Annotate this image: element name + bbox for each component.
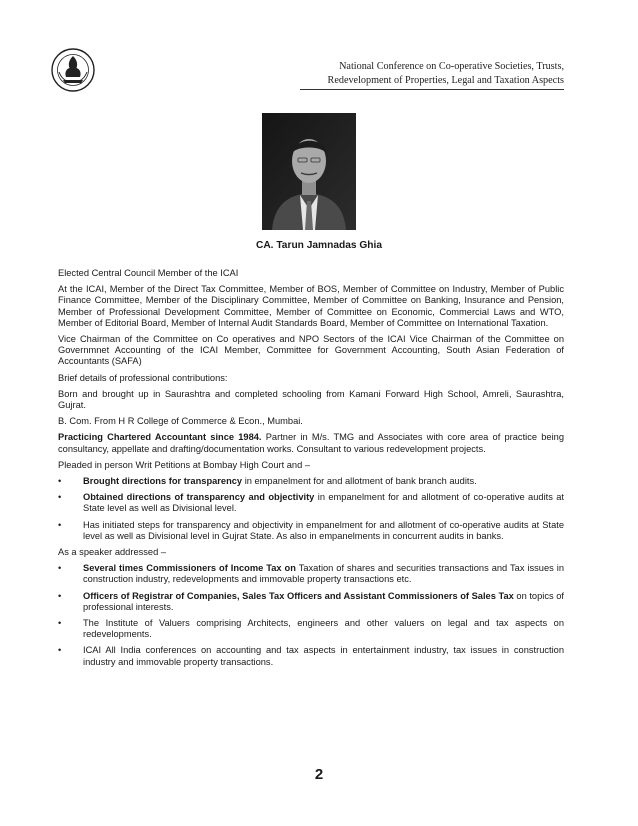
- practice-paragraph: [58, 432, 564, 454]
- bullet-icon: •: [58, 590, 62, 601]
- petition-list: [58, 476, 564, 542]
- list-item-bold: Brought directions for transparency: [83, 476, 243, 487]
- speaker-photo: [262, 113, 356, 230]
- list-item: [58, 492, 564, 514]
- list-item: [58, 520, 564, 542]
- bullet-icon: •: [58, 476, 62, 487]
- practice-text: Partner in M/s. TMG and Associates with core area of practice being consultancy, appellate and drafting/documentation works. Consultant to various redevelopment projects.: [58, 432, 564, 454]
- list-item-text: Has initiated steps for transparency and objectivity in empanelment for and allotment of co-operative audits at State level as well as Divisional level in Gujrat State. As also in empanelments in concurrent audits in banks.: [83, 519, 564, 541]
- list-item-text: in empanelment for and allotment of bank branch audits.: [242, 476, 477, 487]
- header-rule: [300, 89, 564, 90]
- speaker-paragraph: As a speaker addressed –: [58, 547, 167, 558]
- biography: [58, 268, 564, 673]
- list-item-text: The Institute of Valuers comprising Architects, engineers and other valuers on legal and tax aspects on redevelopments.: [83, 618, 564, 640]
- bullet-icon: •: [58, 519, 62, 530]
- education-college-paragraph: B. Com. From H R College of Commerce & Econ., Mumbai.: [58, 416, 303, 427]
- bullet-icon: •: [58, 492, 62, 503]
- list-item-bold: Obtained directions of transparency and objectivity: [83, 492, 315, 503]
- list-item-text: on topics of professional interests.: [83, 590, 564, 612]
- list-item: [58, 618, 564, 640]
- brief-details-paragraph: Brief details of professional contributions:: [58, 372, 228, 383]
- bullet-icon: •: [58, 645, 62, 656]
- speaker-list: [58, 563, 564, 668]
- header-line-1: National Conference on Co-operative Societies, Trusts,: [339, 61, 564, 72]
- list-item: [58, 645, 564, 667]
- page-number: 2: [314, 766, 324, 783]
- bullet-icon: •: [58, 618, 62, 629]
- practice-bold: Practicing Chartered Accountant since 1984.: [58, 432, 262, 443]
- education-school-paragraph: Born and brought up in Saurashtra and completed schooling from Kamani Forward High School, Amreli, Saurashtra, Gujrat.: [58, 388, 564, 411]
- list-item-text: ICAI All India conferences on accounting and tax aspects in entertainment industry, tax issues in construction industry and immovable property transactions.: [83, 645, 564, 667]
- header-line-2: Redevelopment of Properties, Legal and Taxation Aspects: [327, 75, 564, 86]
- icai-logo: [50, 47, 96, 93]
- list-item: [58, 476, 564, 487]
- icai-committees-paragraph: At the ICAI, Member of the Direct Tax Committee, Member of BOS, Member of Committee on Industry, Member of Public Finance Committee, Member of the Disciplinary Committee, Member of Committee on Banking, Insurance and Pension, Member of Professional Development Committee, Member of Committee on Economic, Commercial Laws and WTO, Member of Editorial Board, Member of Internal Audit Standards Board, Member of Committee on International Taxation.: [58, 284, 564, 328]
- list-item-bold: Several times Commissioners of Income Tax on: [83, 563, 296, 574]
- list-item-bold: Officers of Registrar of Companies, Sales Tax Officers and Assistant Commissioners of Sales Tax: [83, 590, 514, 601]
- speaker-name: CA. Tarun Jamnadas Ghia: [255, 240, 383, 251]
- elected-paragraph: Elected Central Council Member of the ICAI: [58, 268, 239, 278]
- conference-header: [264, 60, 564, 88]
- vice-chairman-paragraph: Vice Chairman of the Committee on Co operatives and NPO Sectors of the ICAI Vice Chairman of the Committee on Governmnet Accounting of the ICAI Member, Committee for Government Accounting, South Asian Federation of Accountants (SAFA): [58, 334, 564, 367]
- list-item-text: Taxation of shares and securities transactions and Tax issues in construction industry, redevelopments and immovable property transactions etc.: [83, 563, 564, 585]
- list-item: [58, 563, 564, 585]
- bullet-icon: •: [58, 563, 62, 574]
- list-item-text: in empanelment for and allotment of co-operative audits at State level as well as Divisional level.: [83, 492, 565, 514]
- pleaded-paragraph: Pleaded in person Writ Petitions at Bombay High Court and –: [58, 459, 311, 470]
- list-item: [58, 591, 564, 613]
